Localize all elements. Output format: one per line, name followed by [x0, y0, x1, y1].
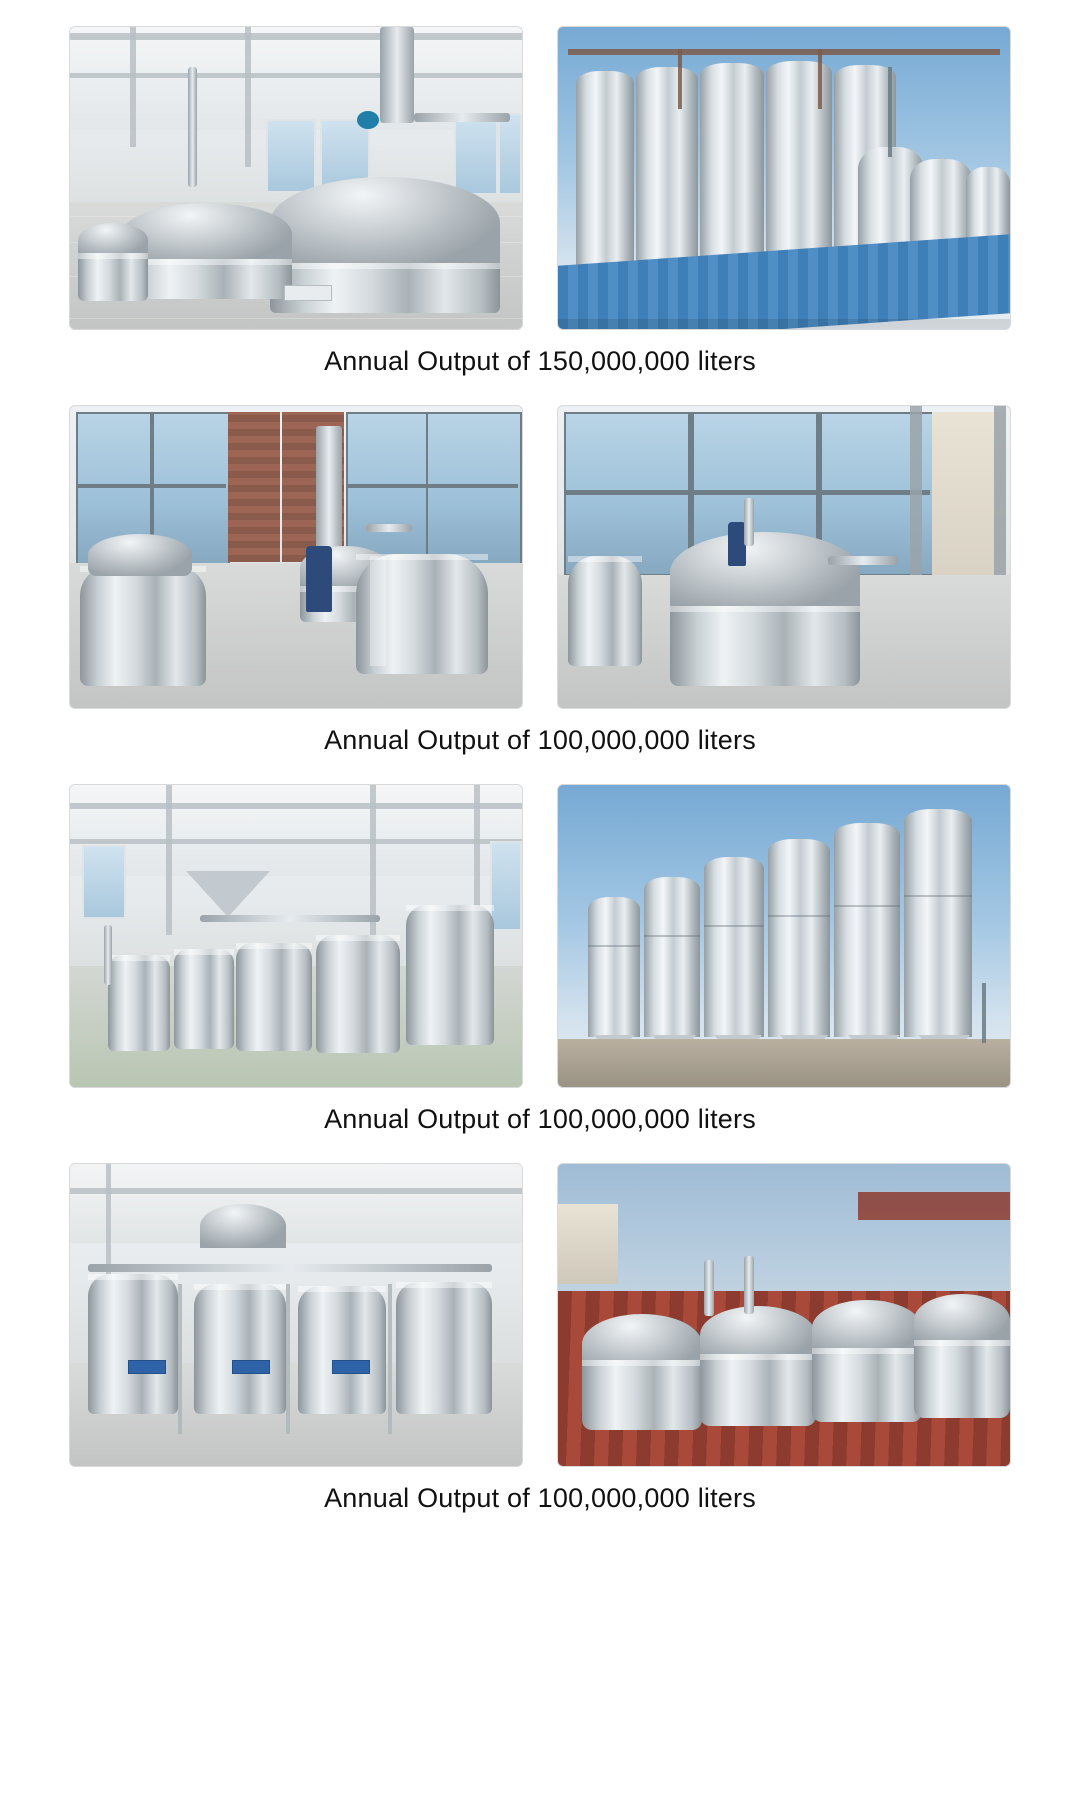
gallery-row	[24, 26, 1056, 391]
photo-brewhouse-vessels[interactable]	[69, 26, 523, 330]
gallery-row	[24, 784, 1056, 1149]
photo-tank-row-workshop[interactable]	[69, 784, 523, 1088]
photo-brewhouse-line[interactable]	[69, 1163, 523, 1467]
row-caption: Annual Output of 100,000,000 liters	[324, 725, 756, 755]
photo-outdoor-silos[interactable]	[557, 784, 1011, 1088]
photo-brewhouse-windows[interactable]	[69, 405, 523, 709]
row-images	[24, 26, 1056, 330]
row-caption: Annual Output of 150,000,000 liters	[324, 346, 756, 376]
row-images	[24, 405, 1056, 709]
row-caption: Annual Output of 100,000,000 liters	[324, 1104, 756, 1134]
row-caption: Annual Output of 100,000,000 liters	[324, 1483, 756, 1513]
photo-roof-storage-tanks[interactable]	[557, 1163, 1011, 1467]
gallery-row	[24, 1163, 1056, 1528]
photo-outdoor-fermentation-tanks[interactable]	[557, 26, 1011, 330]
row-images	[24, 784, 1056, 1088]
photo-conical-vessel-hall[interactable]	[557, 405, 1011, 709]
gallery-row	[24, 405, 1056, 770]
row-images[interactable]	[24, 1163, 1056, 1467]
